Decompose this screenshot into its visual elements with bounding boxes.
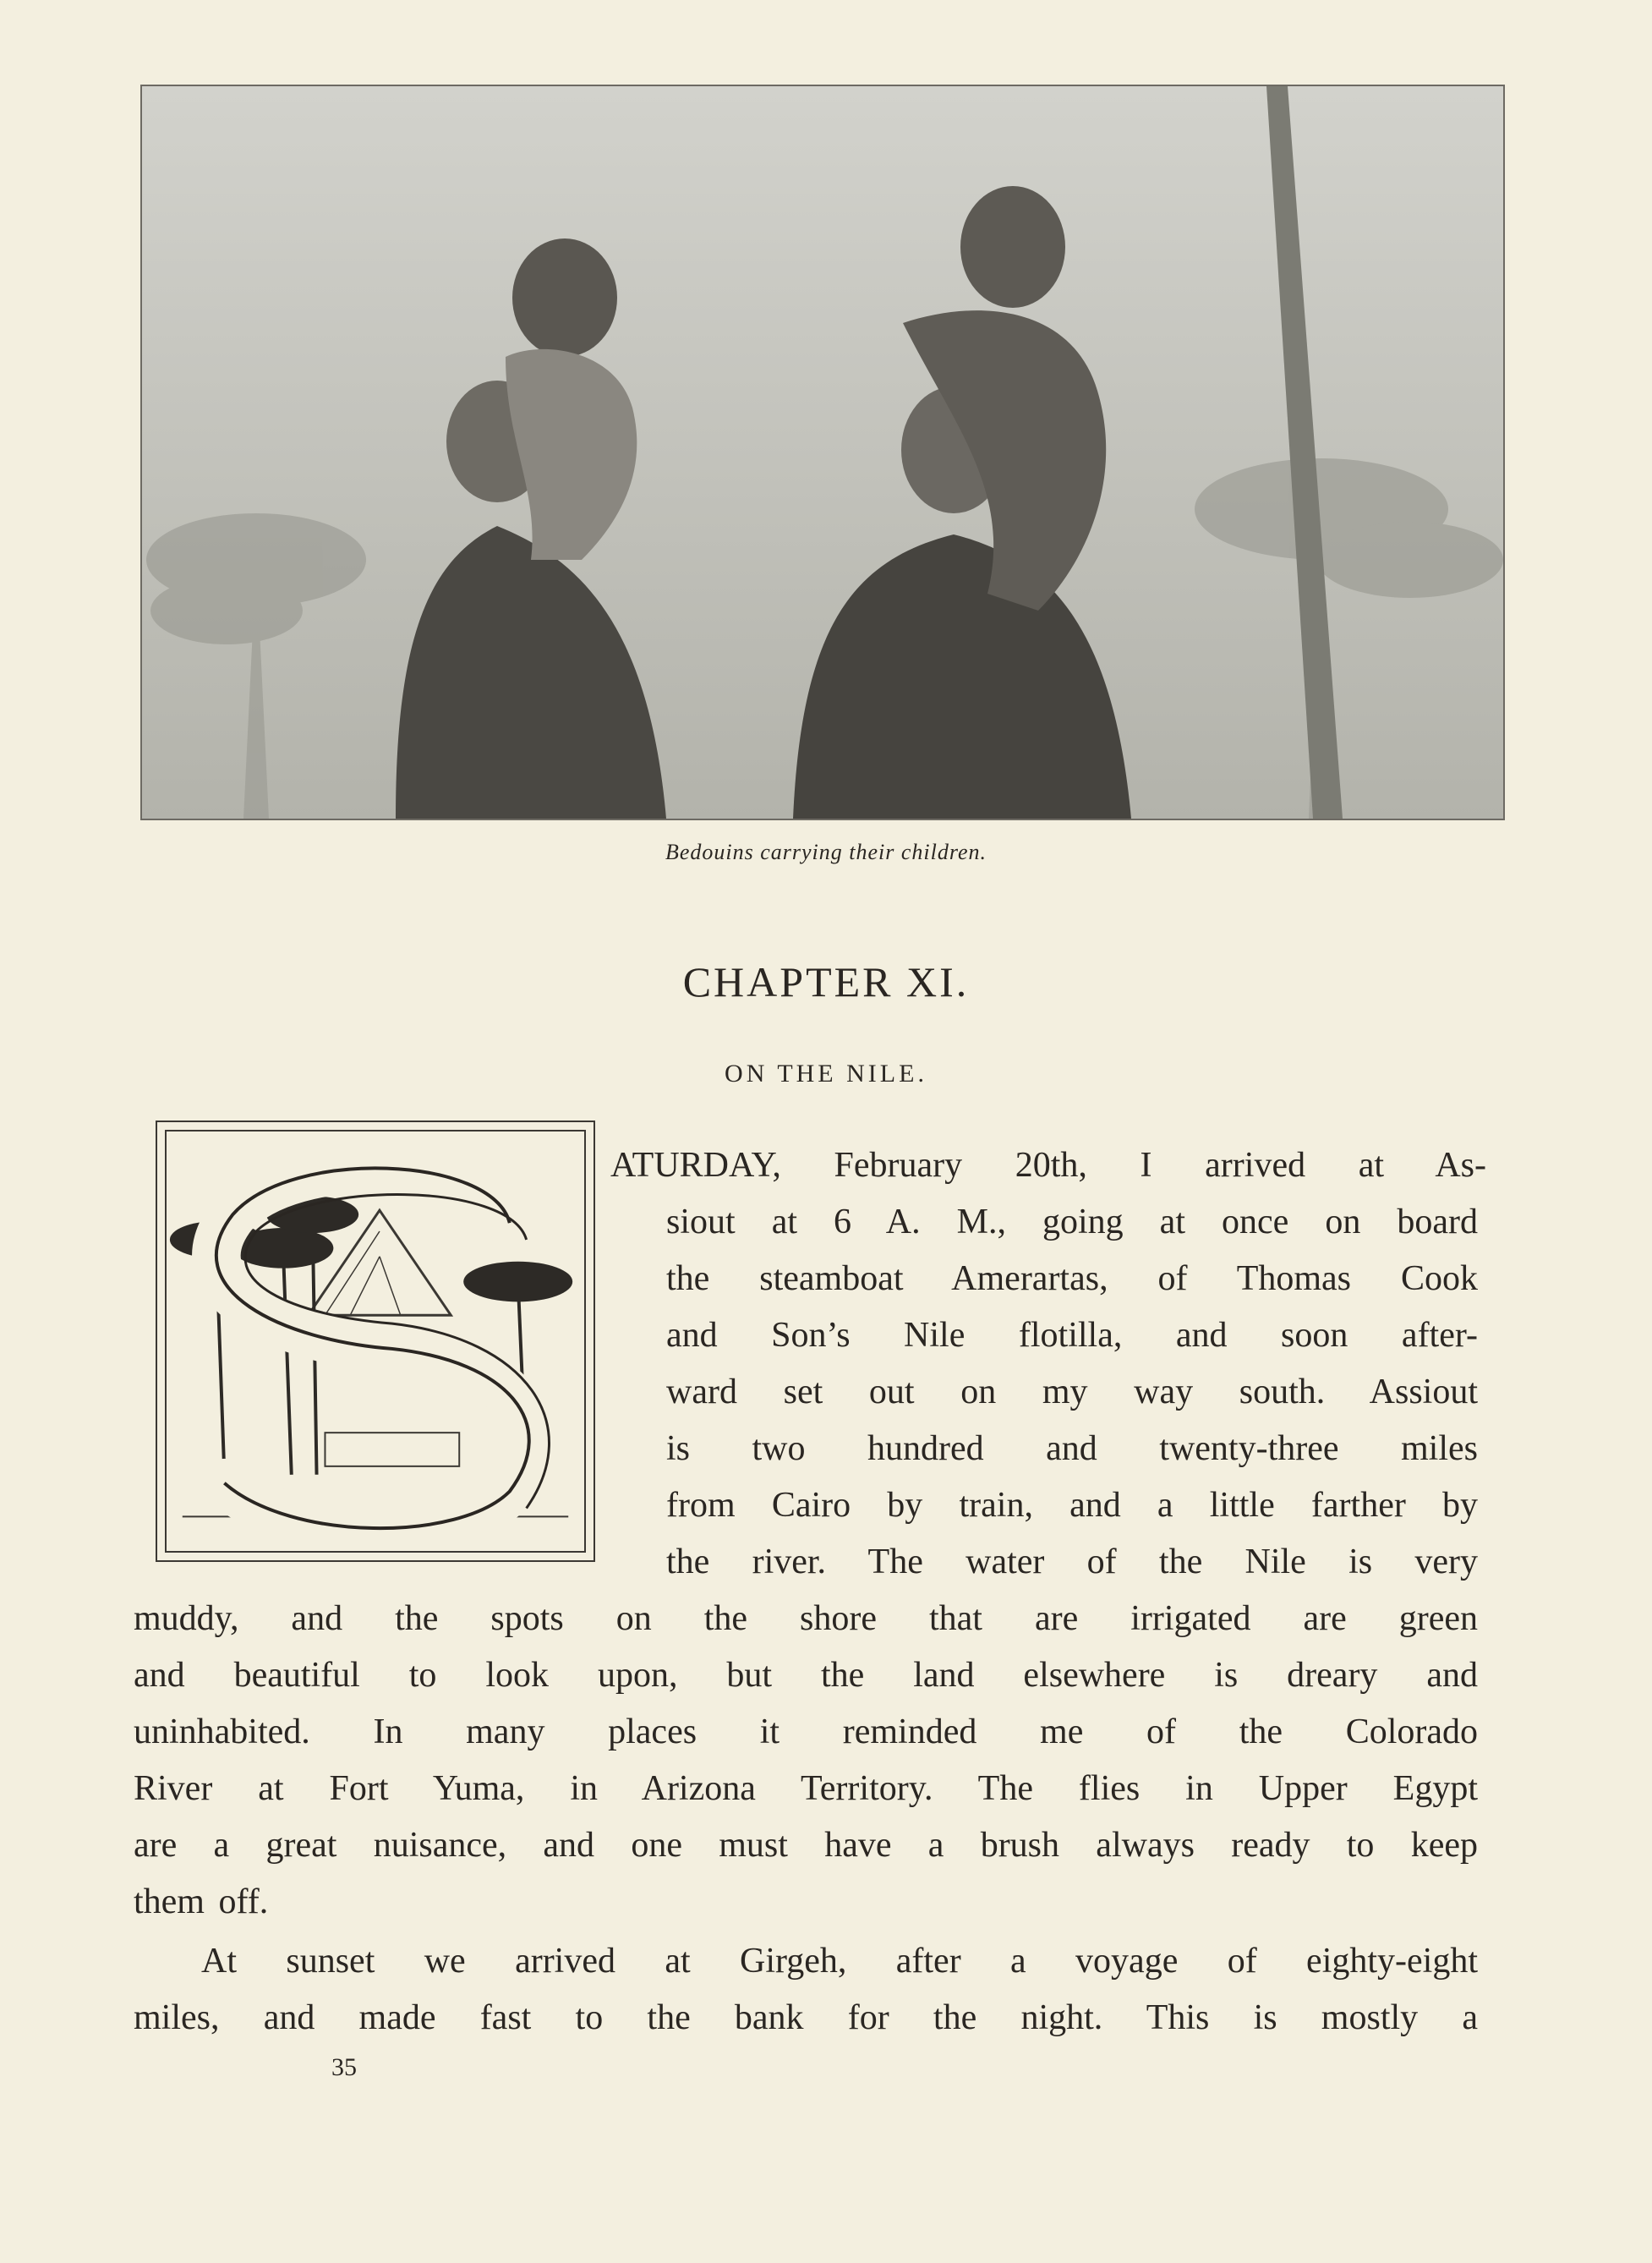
text-line: the river. The water of the Nile is very: [666, 1542, 1478, 1581]
text-line: miles, and made fast to the bank for the night. This is mostly a: [134, 1998, 1478, 2037]
text-line: is two hundred and twenty-three miles: [666, 1429, 1478, 1468]
chapter-title: ON THE NILE.: [725, 1060, 927, 1088]
chapter-number: CHAPTER XI.: [682, 958, 970, 1005]
text-line: from Cairo by train, and a little farther by: [666, 1486, 1478, 1525]
text-line: and Son’s Nile flotilla, and soon after-: [666, 1316, 1478, 1355]
text-line: are a great nuisance, and one must have a brush always ready to keep: [134, 1826, 1478, 1865]
page-number: 35: [331, 2053, 357, 2081]
text-line: muddy, and the spots on the shore that are irrigated are green: [134, 1599, 1478, 1638]
text-line: them off.: [134, 1882, 269, 1921]
text-line: siout at 6 A. M., going at once on board: [666, 1203, 1478, 1241]
text-line: ATURDAY, February 20th, I arrived at As-: [610, 1146, 1486, 1185]
text-line: At sunset we arrived at Girgeh, after a voyage of eighty-eight: [201, 1942, 1478, 1981]
text-line: ward set out on my way south. Assiout: [666, 1373, 1478, 1411]
svg-text:S: S: [373, 1367, 378, 1377]
photo-caption: Bedouins carrying their children.: [665, 840, 987, 864]
text-line: the steamboat Amerartas, of Thomas Cook: [666, 1259, 1478, 1298]
text-line: and beautiful to look upon, but the land elsewhere is dreary and: [134, 1656, 1478, 1695]
text-line: uninhabited. In many places it reminded me of the Colorado: [134, 1712, 1478, 1751]
text-line: River at Fort Yuma, in Arizona Territory. The flies in Upper Egypt: [134, 1769, 1478, 1808]
